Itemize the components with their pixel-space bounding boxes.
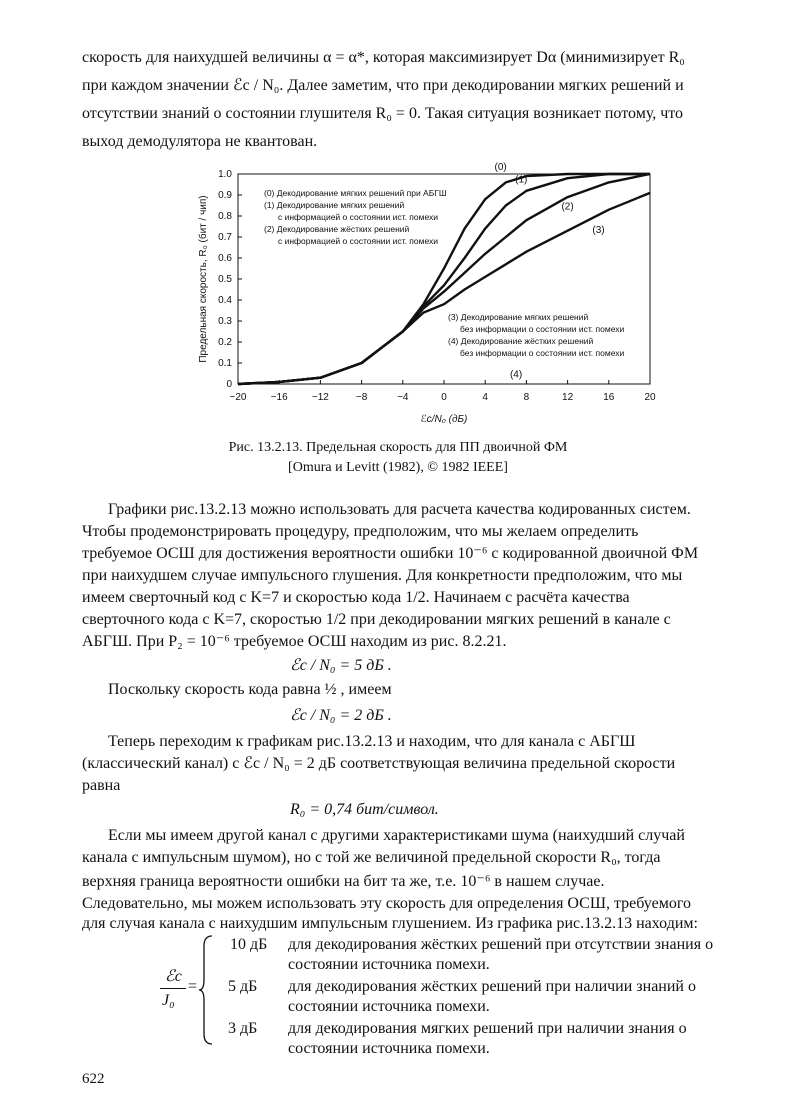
legend-top-line: с информацией о состоянии ист. помехи (278, 236, 439, 246)
brace-fraction-numerator: ℰc (165, 968, 182, 985)
legend-top-line: (1) Декодирование мягких решений (264, 200, 405, 210)
body2-line-1: Теперь переходим к графикам рис.13.2.13 и находим, что для канала с АБГШ (108, 733, 636, 750)
legend-bottom-line: без информации о состоянии ист. помехи (460, 324, 625, 334)
body-line-3: требуемое ОСШ для достижения вероятности ошибки 10⁻⁶ с кодированной двоичной ФМ (82, 545, 699, 562)
y-tick-label: 0 (226, 379, 232, 390)
brace-desc-1a: для декодирования жёстких решений при отсутствии знания о (288, 936, 714, 953)
curve-label: (2) (561, 201, 574, 213)
x-tick-label: −8 (355, 392, 368, 403)
x-tick-label: 12 (562, 392, 574, 403)
y-tick-label: 0.6 (218, 253, 232, 264)
body2-line-3: равна (82, 777, 121, 794)
body-line-1: Графики рис.13.2.13 можно использовать для расчета качества кодированных систем. (108, 501, 691, 518)
y-tick-label: 0.1 (218, 358, 232, 369)
left-brace-icon (198, 934, 214, 1046)
figure-caption-source: [Omura и Levitt (1982), © 1982 IEEE] (288, 460, 508, 475)
legend-top-line: (2) Декодирование жёстких решений (264, 224, 410, 234)
body3-line-5: для случая канала с наихудшим импульсным глушением. Из графика рис.13.2.13 находим: (82, 915, 698, 932)
y-tick-label: 0.2 (218, 337, 232, 348)
body2-line-2: (классический канал) с ℰc / N₀ = 2 дБ соответствующая величина предельной скорости (82, 755, 676, 772)
curve-label: (4) (509, 369, 523, 381)
rate-line: Поскольку скорость кода равна ½ , имеем (108, 681, 392, 698)
rate-chart (180, 160, 670, 440)
brace-desc-3b: состоянии источника помехи. (288, 1040, 490, 1057)
x-tick-label: −12 (311, 392, 329, 403)
x-tick-label: 4 (482, 392, 488, 403)
curve-label: (3) (592, 224, 605, 236)
text-line-3: отсутствии знаний о состоянии глушителя R₀ = 0. Такая ситуация возникает потому, что (82, 105, 684, 122)
y-tick-label: 0.4 (218, 295, 232, 306)
y-tick-label: 0.3 (218, 316, 232, 327)
body-line-5: имеем сверточный код с K=7 и скоростью кода 1/2. Начинаем с расчёта качества (82, 589, 630, 606)
page-number: 622 (82, 1071, 105, 1087)
brace-fraction-bar (160, 988, 186, 989)
x-tick-label: −20 (229, 392, 247, 403)
text-line-4: выход демодулятора не квантован. (82, 133, 318, 150)
brace-desc-2b: состоянии источника помехи. (288, 998, 490, 1015)
equation-1: ℰc / N₀ = 5 дБ . (290, 657, 392, 674)
text-line-2: при каждом значении ℰc / N₀. Далее заметим, что при декодировании мягких решений и (82, 77, 684, 94)
x-tick-label: −4 (397, 392, 409, 403)
equation-3: R₀ = 0,74 бит/символ. (290, 801, 439, 818)
figure-caption-title: Рис. 13.2.13. Предельная скорость для ПП двоичной ФМ (228, 440, 568, 455)
x-tick-label: 8 (523, 392, 530, 403)
x-tick-label: 20 (644, 392, 656, 403)
brace-desc-1b: состоянии источника помехи. (288, 956, 490, 973)
y-tick-label: 0.8 (218, 211, 232, 222)
y-tick-label: 0.7 (218, 232, 232, 243)
body-line-6: сверточного кода с K=7, скоростью 1/2 при декодировании мягких решений в канале с (82, 611, 671, 628)
y-tick-label: 0.5 (218, 274, 232, 285)
legend-bottom-line: без информации о состоянии ист. помехи (460, 348, 625, 358)
chart-labels (264, 162, 624, 381)
body3-line-2: канала с импульсным шумом), но с той же величиной предельной скорости R₀, тогда (82, 849, 661, 866)
x-tick-label: 16 (603, 392, 615, 403)
body3-line-4: Следовательно, мы можем использовать эту скорость для определения ОСШ, требуемого (82, 895, 691, 912)
body3-line-1: Если мы имеем другой канал с другими характеристиками шума (наихудший случай (108, 827, 685, 844)
brace-desc-3a: для декодирования мягких решений при наличии знания о (288, 1020, 687, 1037)
y-tick-label: 1.0 (218, 169, 232, 180)
brace-value-1: 10 дБ (230, 936, 268, 953)
brace-equals: = (188, 978, 198, 995)
curve-label: (1) (515, 174, 528, 186)
text-line-1: скорость для наихудшей величины α = α*, которая максимизирует Dα (минимизирует R₀ (82, 49, 685, 66)
y-axis-label: Предельная скорость, R₀ (бит / чип) (198, 195, 209, 363)
body3-line-3: верхняя граница вероятности ошибки на бит та же, т.е. 10⁻⁶ в нашем случае. (82, 873, 605, 890)
brace-fraction-denominator: J₀ (162, 992, 175, 1009)
legend-top-line: (0) Декодирование мягких решений при АБГШ (264, 188, 447, 198)
x-tick-label: −16 (270, 392, 288, 403)
body-line-2: Чтобы продемонстрировать процедуру, предположим, что мы желаем определить (82, 523, 639, 540)
legend-bottom-line: (3) Декодирование мягких решений (448, 312, 589, 322)
body-line-4: при наихудшем случае импульсного глушения. Для конкретности предположим, что мы (82, 567, 683, 584)
equation-2: ℰc / N₀ = 2 дБ . (290, 707, 392, 724)
legend-bottom-line: (4) Декодирование жёстких решений (448, 336, 594, 346)
brace-desc-2a: для декодирования жёстких решений при наличии знаний о (288, 978, 696, 995)
brace-value-3: 3 дБ (228, 1020, 258, 1037)
brace-value-2: 5 дБ (228, 978, 258, 995)
x-axis-label: ℰc/N₀ (дБ) (420, 414, 468, 425)
x-tick-label: 0 (441, 392, 447, 403)
legend-top-line: с информацией о состоянии ист. помехи (278, 212, 439, 222)
curve-label: (0) (494, 161, 507, 173)
body-line-7: АБГШ. При P₂ = 10⁻⁶ требуемое ОСШ находим из рис. 8.2.21. (82, 633, 507, 650)
y-tick-label: 0.9 (218, 190, 232, 201)
